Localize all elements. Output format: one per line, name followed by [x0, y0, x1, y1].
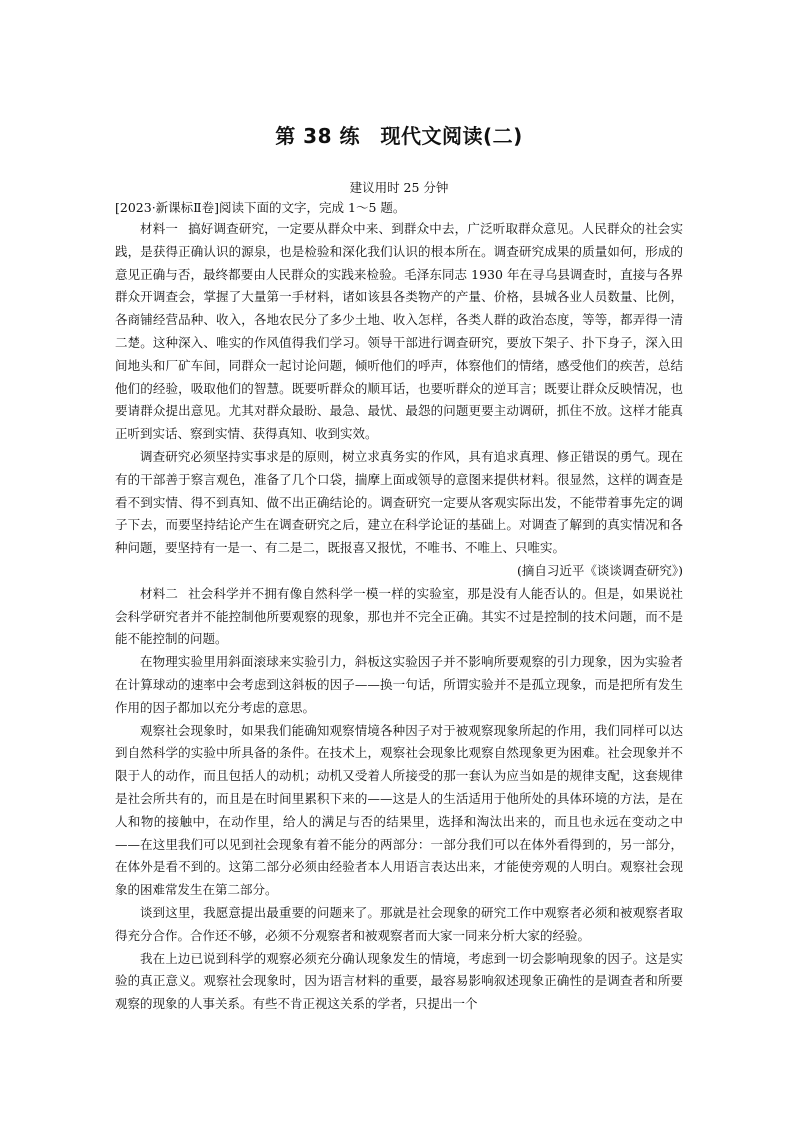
material2-paragraph: 我在上边已说到科学的观察必须充分确认现象发生的情境，考虑到一切会影响现象的因子。这是实验的真正意义。观察社会现象时，因为语言材料的重要，最容易影响叙述现象正确性的是调查者和所要观察的现象的人事关系。有些不肯正视这关系的学者，只提出一个	[115, 950, 683, 1012]
material1-label: 材料一	[140, 221, 179, 236]
material2-paragraph: 在物理实验里用斜面滚球来实验引力，斜板这实验因子并不影响所要观察的引力现象，因为实验者在计算球动的速率中会考虑到这斜板的因子——换一句话，所谓实验并不是孤立现象，而是把所有发生作用的因子都加以充分考虑的意思。	[115, 654, 683, 715]
material2-paragraph: 观察社会现象时，如果我们能确知观察情境各种因子对于被观察现象所起的作用，我们同样可以达到自然科学的实验中所具备的条件。在技术上，观察社会现象比观察自然现象更为困难。社会现象并不限于人的动作，而且包括人的动机；动机又受着人所接受的那一套认为应当如是的规律支配，这套规律是社会所共有的，而且是在时间里累积下来的——这是人的生活适用于他所处的具体环境的方法，是在人和物的接触中，在动作里，给人的满足与否的结果里，选择和淘汰出来的，而且也永远在变动之中——在这里我们可以见到社会现象有着不能分的两部分：一部分我们可以在体外看得到的，另一部分，在体外是看不到的。这第二部分必须由经验者本人用语言表达出来，才能使旁观的人明白。观察社会现象的困难常发生在第二部分。	[115, 722, 683, 898]
material1-paragraph: 调查研究必须坚持实事求是的原则，树立求真务实的作风，具有追求真理、修正错误的勇气。现在有的干部善于察言观色，准备了几个口袋，揣摩上面或领导的意图来提供材料。很显然，这样的调查是看不到实情、得不到真知、做不出正确结论的。调查研究一定要从客观实际出发，不能带着事先定的调子下去，而要坚持结论产生在调查研究之后，建立在科学论证的基础上。对调查了解到的真实情况和各种问题，要坚持有一是一、有二是二，既报喜又报忧，不唯书、不唯上、只唯实。	[115, 448, 683, 556]
material2-paragraph-text: 社会科学并不拥有像自然科学一模一样的实验室，那是没有人能否认的。但是，如果说社会科学研究者并不能控制他所要观察的现象，那也并不完全正确。其实不过是控制的技术问题，而不是能不能控制的问题。	[115, 585, 683, 647]
material2-paragraph	[115, 583, 683, 651]
document-page	[115, 120, 683, 1016]
document-title: 第 38 练 现代文阅读(二)	[275, 124, 523, 148]
material1-citation: (摘自习近平《谈谈调查研究》)	[516, 562, 683, 578]
material1-paragraph-text: 搞好调查研究，一定要从群众中来、到群众中去，广泛听取群众意见。人民群众的社会实践，是获得正确认识的源泉，也是检验和深化我们认识的根本所在。调查研究成果的质量如何，形成的意见正确与否，最终都要由人民群众的实践来检验。毛泽东同志 1930 年在寻乌县调查时，直接与各界群众开调查会，掌握了大量第一手材料，诸如该县各类物产的产量、价格，县城各业人员数量、比例，各商铺经营品种、收入，各地农民分了多少土地、收入怎样，各类人群的政治态度，等等，都弄得一清二楚。这种深入、唯实的作风值得我们学习。领导干部进行调查研究，要放下架子、扑下身子，深入田间地头和厂矿车间，同群众一起讨论问题，倾听他们的呼声，体察他们的情绪，感受他们的疾苦，总结他们的经验，吸取他们的智慧。既要听群众的顺耳话，也要听群众的逆耳言；既要让群众反映情况，也要请群众提出意见。尤其对群众最盼、最急、最忧、最怨的问题更要主动调研，抓住不放。这样才能真正听到实话、察到实情、获得真知、收到实效。	[115, 221, 683, 442]
suggested-time-note: 建议用时 25 分钟	[349, 180, 449, 195]
question-source-line: [2023·新课标Ⅱ卷]阅读下面的文字，完成 1～5 题。	[115, 200, 406, 215]
material1-paragraph	[115, 218, 683, 446]
material2-label: 材料二	[140, 585, 179, 601]
material2-paragraph: 谈到这里，我愿意提出最重要的问题来了。那就是社会现象的研究工作中观察者必须和被观察者取得充分合作。合作还不够，必须不分观察者和被观察者而大家一同来分析大家的经验。	[115, 904, 683, 943]
